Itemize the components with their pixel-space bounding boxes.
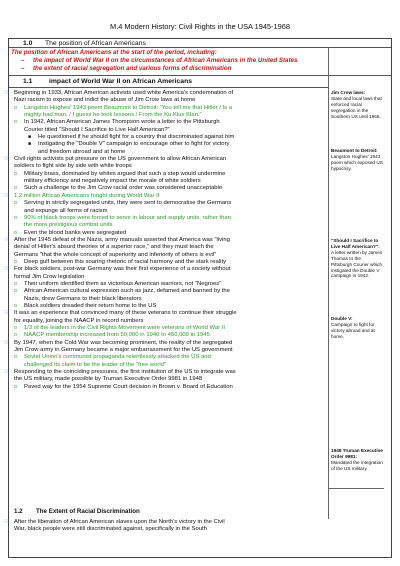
note-line	[2, 90, 326, 97]
note-text: He questioned if he should fight for a country that discriminated against him	[38, 134, 235, 141]
circle-bullet-icon: o	[14, 104, 17, 111]
note-text: By 1947, when the Cold War was becoming prominent, the reality of the segregated	[14, 339, 233, 346]
note-line	[2, 237, 326, 244]
note-text: 1/3 of the leaders in the Civil Rights Movement were veterans of World War II	[24, 325, 226, 331]
note-text: and expunge all forms of racism	[24, 207, 108, 214]
note-line	[2, 354, 326, 361]
section-1-title: The position of African Americans	[45, 40, 146, 47]
note-text: mighty bad man. / I guess he took lessons / From the Ku Klux Klan."	[24, 112, 202, 119]
circle-bullet-icon: o	[14, 214, 17, 221]
note-text: 1.2 million African Americans fought during World War II	[14, 192, 160, 199]
note-line	[2, 303, 326, 310]
note-text: Nazi racism to expose and indict the abuse of Jim Crow laws at home	[14, 97, 196, 104]
note-text: Paved way for the 1954 Supreme Court decision in Brown v. Board of Education	[24, 383, 233, 390]
sidebar-sacrifice-title: "Should I Sacrifice to Live Half American?":	[331, 238, 380, 249]
note-text: African American cultural expression such as jazz, defamed and banned by the	[24, 288, 230, 295]
note-line	[2, 112, 326, 119]
circle-bullet-icon: o	[14, 325, 17, 331]
note-line	[2, 281, 326, 288]
note-line	[2, 384, 326, 391]
circle-bullet-icon: o	[14, 332, 17, 339]
circle-bullet-icon: o	[14, 200, 17, 207]
note-text: After the 1945 defeat of the Nazis, army manuals asserted that America was "living	[14, 236, 230, 243]
note-text: Black soldiers dreaded their return home to the US	[24, 302, 157, 309]
note-text: formal Jim Crow legislation	[14, 273, 85, 280]
sidebar-beaumont-title: Beaumont to Detroit:	[331, 148, 378, 153]
note-text: For black soldiers, post-war Germany was their first experience of a society without	[14, 266, 231, 273]
square-bullet-icon: ■	[28, 134, 32, 141]
note-line	[2, 332, 326, 339]
note-text: Courier titled "Should I Sacrifice to Live Half American?"	[24, 126, 170, 133]
note-line	[2, 376, 326, 383]
circle-bullet-icon: o	[14, 383, 17, 390]
note-text: and freedom abroad and at home	[38, 148, 126, 155]
note-text: the more prestigious combat units	[24, 222, 113, 229]
note-line	[2, 230, 326, 237]
circle-bullet-icon: o	[14, 119, 17, 126]
note-text: soldiers to fight side by side with white troops	[14, 163, 132, 170]
sidebar-double-v-title: Double V:	[331, 316, 353, 321]
circle-bullet-icon: o	[14, 302, 17, 309]
circle-bullet-icon: o	[14, 170, 17, 177]
pointing-hand-icon: ☞	[4, 90, 10, 96]
sidebar-jim-crow-body: State and local laws that enforced racial segregation in the Southern US until 1965.	[331, 95, 382, 119]
note-line	[2, 171, 326, 178]
note-line	[2, 362, 326, 369]
note-text: challenged its claim to be the leader of the "free world"	[24, 361, 167, 368]
note-text: Serving in strictly segregated units, they were sent to democratise the Germans	[24, 200, 232, 207]
note-line	[2, 222, 326, 229]
note-line	[2, 185, 326, 192]
sidebar-jim-crow	[331, 90, 383, 120]
note-text: Soviet Union's communist propaganda relentlessly attacked the US and	[24, 354, 211, 361]
note-text: Such a challenge to the Jim Crow racial order was considered unacceptable	[24, 185, 223, 192]
note-text: After the liberation of African American slaves upon the North's victory in the Civil	[14, 519, 225, 525]
pointing-hand-icon: ☞	[4, 310, 10, 317]
note-text: Instigating the "Double V" campaign to encourage other to fight for victory	[38, 141, 230, 148]
sidebar-jim-crow-title: Jim Crow laws:	[331, 90, 366, 95]
note-line	[2, 156, 326, 163]
note-line	[2, 119, 326, 126]
note-line	[2, 215, 326, 222]
sidebar-beaumont-body: Langston Hughes' 1943 poem which exposed US hypocrisy.	[331, 153, 383, 171]
note-line	[2, 134, 326, 141]
section-1-1-row	[9, 77, 329, 88]
section-1-1-number: 1.1	[23, 78, 33, 85]
note-line	[2, 266, 326, 273]
sidebar-truman	[331, 448, 383, 472]
note-line	[2, 288, 326, 295]
note-text: Military brass, dominated by whites argued that such a step would undermine	[24, 170, 226, 177]
note-line	[2, 149, 326, 156]
note-line	[2, 105, 326, 112]
note-text: the US military, made possible by Truman Executive Order 9981 in 1948	[14, 376, 203, 383]
note-text: Civil rights activists put pressure on the US government to allow African American	[14, 156, 227, 163]
sidebar-truman-title: 1948 Truman Executive Order 9981:	[331, 448, 383, 459]
circle-bullet-icon: o	[14, 229, 17, 236]
notes-body	[2, 90, 326, 391]
focus-item-1: – the impact of World War II on the circumstances of African Americans in the United States	[21, 57, 298, 65]
note-line	[2, 163, 326, 170]
note-text: It was an experience that convinced many of these veterans to continue their struggle	[14, 310, 237, 317]
circle-bullet-icon: o	[14, 288, 17, 295]
note-line	[2, 340, 326, 347]
note-line	[2, 200, 326, 207]
note-text: 90% of black troops were forced to serve in labour and supply units, rather than	[24, 214, 231, 221]
sidebar-sacrifice	[331, 238, 383, 279]
section-1-number: 1.0	[23, 40, 33, 47]
note-line	[2, 325, 326, 332]
note-text: Langston Hughes' 1943 poem Beaumont to Detroit: "You tell me that Hitler / Is a	[24, 104, 232, 111]
note-text: denial of Hitler's absurd theories of a superior race," and they must teach the	[14, 244, 214, 251]
note-text: for equality, joining the NAACP in record numbers	[14, 317, 144, 324]
note-line	[2, 252, 326, 259]
document-title: M.4 Modern History: Civil Rights in the USA 1945-1968	[110, 22, 290, 31]
note-line	[2, 310, 326, 317]
note-line	[2, 347, 326, 354]
pointing-hand-icon: ☞	[4, 369, 10, 376]
pointing-hand-icon: ☞	[4, 339, 10, 346]
note-text: NAACP membership increased from 50,000 in 1940 to 450,000 in 1945	[24, 332, 210, 339]
sidebar-divider	[328, 488, 384, 489]
note-line	[2, 141, 326, 148]
section-1-2-title: The Extent of Racial Discrimination	[36, 508, 140, 515]
note-line	[2, 274, 326, 281]
note-line	[2, 208, 326, 215]
sidebar-double-v	[331, 316, 383, 340]
note-text: Germans "that the whole concept of superiority and inferiority of others is evil"	[14, 251, 217, 258]
note-line	[2, 178, 326, 185]
note-text: Nazis, drew Germans to their black liberators	[24, 295, 142, 302]
sidebar-beaumont	[331, 148, 383, 172]
circle-bullet-icon: o	[14, 185, 17, 192]
note-line	[2, 526, 326, 533]
section-1-1-title: impact of World War II on African Americans	[49, 78, 193, 85]
pointing-hand-icon: ☞	[4, 236, 10, 243]
section-1-2-number: 1.2	[14, 508, 23, 515]
note-line	[2, 296, 326, 303]
note-text: Jim Crow army in Germany became a major embarrassment for the US government	[14, 347, 233, 354]
note-line	[2, 318, 326, 325]
focus-intro: The position of African Americans at the start of the period, including:	[11, 49, 217, 56]
circle-bullet-icon: o	[14, 258, 17, 265]
note-line	[2, 193, 326, 200]
circle-bullet-icon: o	[14, 354, 17, 361]
pointing-hand-icon: ☞	[4, 266, 10, 273]
sidebar-sacrifice-body: A letter written by James Thomas to the Pittsburgh Courier which instigated the Double V campaign in 1942.	[331, 249, 383, 279]
sidebar-truman-body: Mandated the integration of the US military.	[331, 459, 383, 471]
note-line	[2, 259, 326, 266]
note-line	[2, 127, 326, 134]
note-text: Responding to the coinciding pressures, the first institution of the US to integrate was	[14, 369, 236, 376]
note-text: War, black people were still discriminated against, specifically in the South	[14, 526, 207, 533]
pointing-hand-icon: ☞	[4, 156, 10, 163]
note-text: military efficiency and negatively impact the morale of white soldiers	[24, 178, 201, 185]
note-line	[2, 369, 326, 376]
pointing-hand-icon: ☞	[4, 519, 10, 525]
note-text: Deep gulf between this soaring rhetoric of racial harmony and the stark reality	[24, 258, 227, 265]
note-text: Their uniform identified them as victorious American warriors, not "Negroes"	[24, 280, 222, 287]
pointing-hand-icon: ☞	[4, 192, 10, 199]
note-text: Beginning in 1933, African American activists used white America's condemnation of	[14, 90, 234, 96]
focus-item-2: – the extent of racial segregation and various forms of discrimination	[21, 65, 232, 73]
square-bullet-icon: ■	[28, 141, 32, 148]
sidebar-double-v-body: Campaign to fight for victory abroad and at home.	[331, 321, 375, 339]
note-line	[2, 244, 326, 251]
note-text: Even the blood banks were segregated	[24, 229, 127, 236]
note-line	[2, 519, 326, 526]
circle-bullet-icon: o	[14, 280, 17, 287]
note-text: In 1942, African American James Thompson wrote a letter to the Pittsburgh	[24, 119, 220, 126]
section-1-2-body	[2, 519, 326, 534]
note-line	[2, 97, 326, 104]
